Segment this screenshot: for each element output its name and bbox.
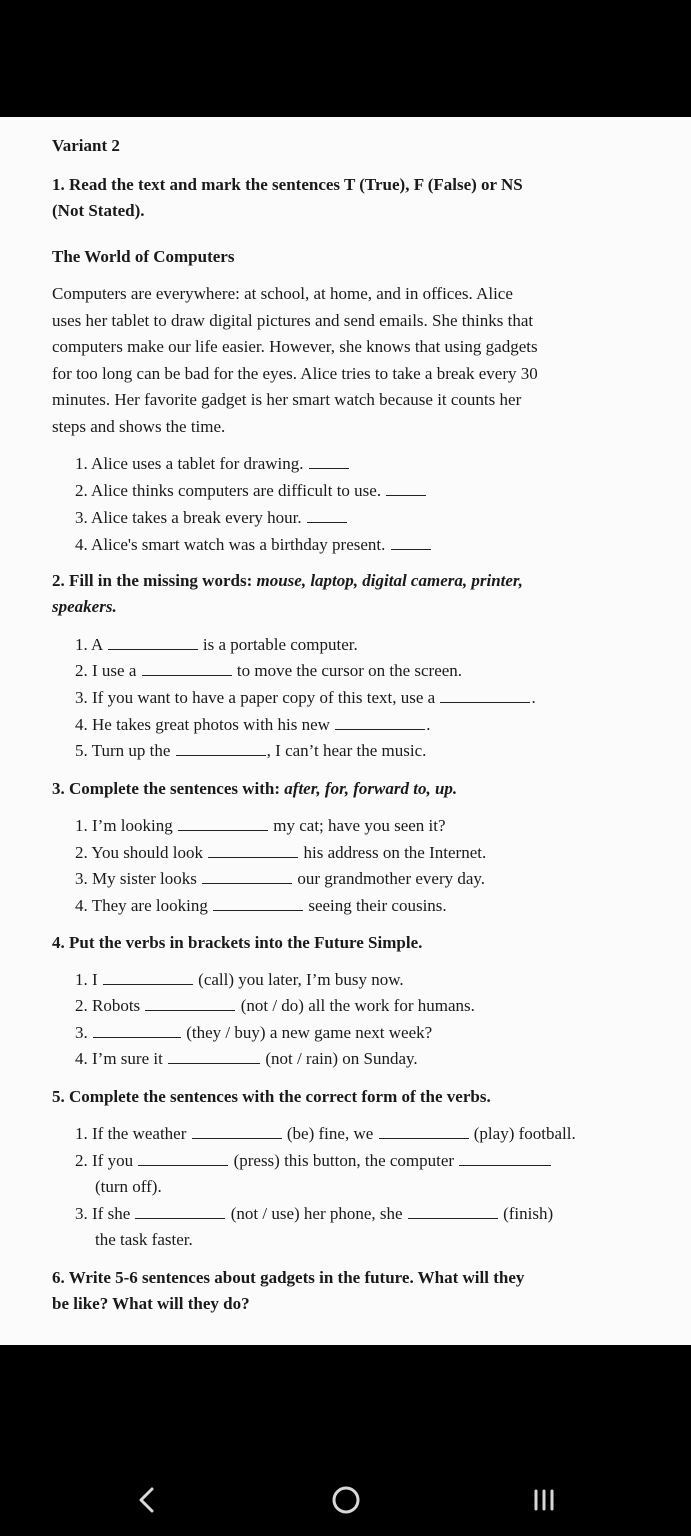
task2-item: 5. Turn up the , I can’t hear the music. xyxy=(75,741,427,760)
task1-item: 3. Alice takes a break every hour. xyxy=(75,508,348,528)
task4-item: 4. I’m sure it (not / rain) on Sunday. xyxy=(75,1049,418,1068)
task5-heading: 5. Complete the sentences with the correct form of the verbs. xyxy=(52,1087,491,1106)
task2-item: 3. If you want to have a paper copy of this text, use a . xyxy=(75,688,536,707)
answer-blank[interactable] xyxy=(408,1217,498,1219)
answer-blank[interactable] xyxy=(379,1137,469,1139)
task2-item: 1. A is a portable computer. xyxy=(75,635,358,654)
task6-heading-cont: be like? What will they do? xyxy=(52,1294,250,1313)
answer-blank[interactable] xyxy=(142,674,232,676)
text-line: for too long can be bad for the eyes. Alice tries to take a break every 30 xyxy=(52,363,538,383)
answer-blank[interactable] xyxy=(145,1009,235,1011)
task1-heading: 1. Read the text and mark the sentences T (True), F (False) or NS xyxy=(52,175,523,194)
task5-item: 1. If the weather (be) fine, we (play) football. xyxy=(75,1124,576,1143)
task3-item: 3. My sister looks our grandmother every day. xyxy=(75,869,486,888)
answer-blank[interactable] xyxy=(103,983,193,985)
text-title: The World of Computers xyxy=(52,247,235,266)
task3-heading: 3. Complete the sentences with: after, for, forward to, up. xyxy=(52,779,458,798)
text-line: Computers are everywhere: at school, at home, and in offices. Alice xyxy=(52,284,513,303)
task6-heading: 6. Write 5-6 sentences about gadgets in the future. What will they xyxy=(52,1268,525,1287)
task3-item: 2. You should look his address on the Internet. xyxy=(75,843,487,862)
text-line: computers make our life easier. However, she knows that using gadgets xyxy=(52,337,538,356)
task4-item: 3. (they / buy) a new game next week? xyxy=(75,1023,433,1042)
task4-item: 2. Robots (not / do) all the work for humans. xyxy=(75,996,475,1015)
back-chevron-icon xyxy=(133,1485,159,1515)
answer-blank[interactable] xyxy=(386,494,426,496)
answer-blank[interactable] xyxy=(192,1137,282,1139)
status-bar-area xyxy=(0,0,691,117)
task3-item: 4. They are looking seeing their cousins. xyxy=(75,896,447,915)
task1-item: 4. Alice's smart watch was a birthday present. xyxy=(75,535,432,555)
task5-item: 2. If you (press) this button, the computer xyxy=(75,1151,552,1171)
back-button[interactable] xyxy=(114,1468,178,1532)
answer-blank[interactable] xyxy=(309,467,349,469)
task2-item: 2. I use a to move the cursor on the screen. xyxy=(75,661,463,680)
answer-blank[interactable] xyxy=(307,521,347,523)
answer-blank[interactable] xyxy=(213,909,303,911)
navigation-bar xyxy=(0,1468,691,1532)
task1-heading-cont: (Not Stated). xyxy=(52,201,145,220)
reading-text xyxy=(52,281,652,440)
answer-blank[interactable] xyxy=(459,1164,551,1166)
answer-blank[interactable] xyxy=(335,728,425,730)
variant-title: Variant 2 xyxy=(52,136,120,155)
answer-blank[interactable] xyxy=(178,829,268,831)
recent-apps-button[interactable] xyxy=(512,1468,576,1532)
task2-heading-cont: speakers. xyxy=(52,597,117,616)
task4-heading: 4. Put the verbs in brackets into the Future Simple. xyxy=(52,933,423,952)
answer-blank[interactable] xyxy=(391,548,431,550)
answer-blank[interactable] xyxy=(176,754,266,756)
worksheet-photo xyxy=(0,117,691,1345)
answer-blank[interactable] xyxy=(202,882,292,884)
task1-item: 1. Alice uses a tablet for drawing. xyxy=(75,454,350,474)
home-button[interactable] xyxy=(314,1468,378,1532)
text-line: uses her tablet to draw digital pictures and send emails. She thinks that xyxy=(52,310,534,330)
task1-item: 2. Alice thinks computers are difficult to use. xyxy=(75,481,427,501)
answer-blank[interactable] xyxy=(138,1164,228,1166)
task2-item: 4. He takes great photos with his new . xyxy=(75,715,431,734)
text-line: steps and shows the time. xyxy=(52,416,226,436)
task4-item: 1. I (call) you later, I’m busy now. xyxy=(75,970,404,989)
task3-item: 1. I’m looking my cat; have you seen it? xyxy=(75,816,446,835)
answer-blank[interactable] xyxy=(440,701,530,703)
task5-item-cont: (turn off). xyxy=(95,1177,162,1196)
task2-heading: 2. Fill in the missing words: mouse, laptop, digital camera, printer, xyxy=(52,571,523,590)
answer-blank[interactable] xyxy=(135,1217,225,1219)
answer-blank[interactable] xyxy=(93,1036,181,1038)
task5-item-cont: the task faster. xyxy=(95,1230,193,1249)
answer-blank[interactable] xyxy=(168,1062,260,1064)
task5-item: 3. If she (not / use) her phone, she (finish) xyxy=(75,1204,554,1223)
answer-blank[interactable] xyxy=(108,648,198,650)
answer-blank[interactable] xyxy=(208,856,298,858)
recent-apps-icon xyxy=(528,1484,560,1516)
home-circle-icon xyxy=(328,1482,364,1518)
text-line: minutes. Her favorite gadget is her smart watch because it counts her xyxy=(52,390,522,409)
